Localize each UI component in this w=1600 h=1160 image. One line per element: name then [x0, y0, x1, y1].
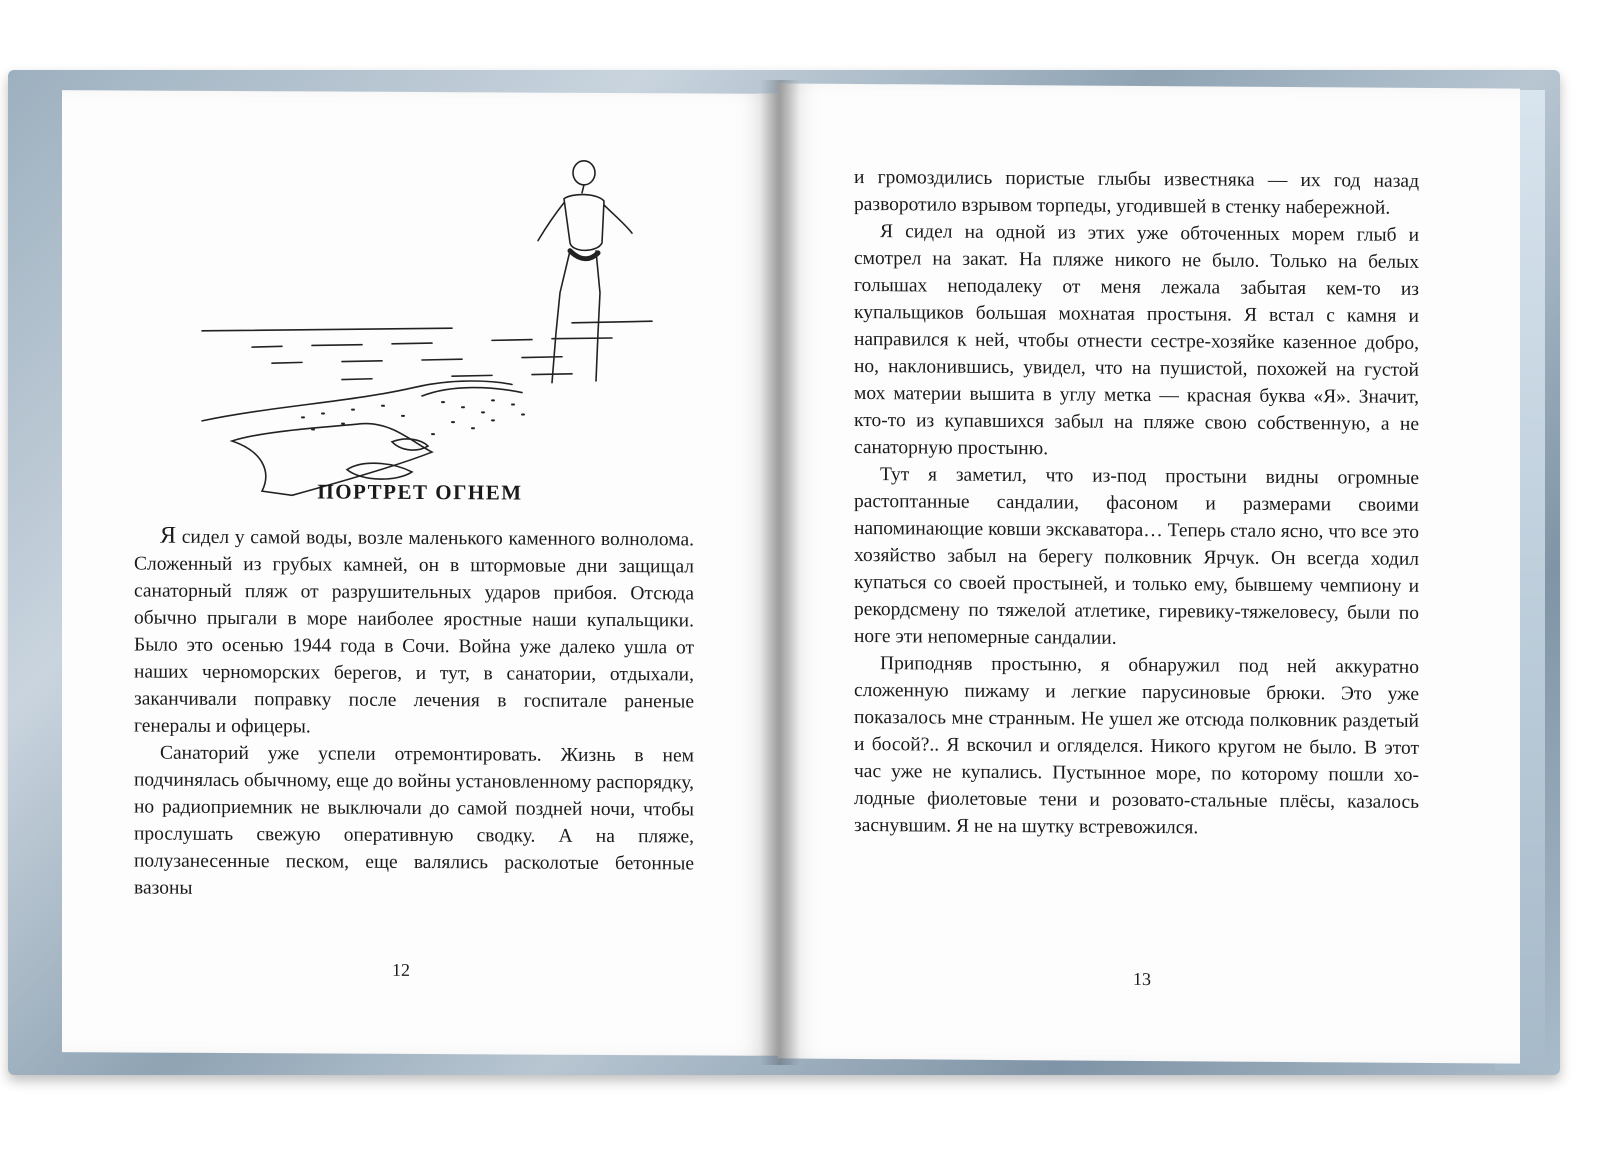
beach-illustration: [192, 151, 672, 504]
paragraph: и громоздились пористые глыбы известняка — их год назад разворотило взрывом торпеды, угодившей в стенку набережной.: [854, 166, 1419, 219]
paragraph: Я сидел на одной из этих уже обточенных морем глыб и смотрел на закат. На пляже никого не было. Только на белых голышах неподалеку от меня лежала забытая кем-то из купальщиков большая мохнатая простыня. Я встал с камня и направился к ней, чтобы отнести сестре-хозяйке казенное добро, но, наклонившись, увидел, что на пушистой, похожей на густой мох материи вышита в углу метка — красная буква «Я». Значит, кто-то из купавшихся забыл на пляже свою собственную, а не санаторную простыню.: [854, 221, 1419, 460]
right-page-text: [854, 164, 1419, 843]
paragraph: Санаторий уже успели отремонтировать. Жизнь в нем подчинялась обычному, еще до войны установленному распорядку, но радиоприемник не выключали до самой поздней ночи, чтобы прослушать свежую оперативную сводку. А на пляже, полузанесенные песком, еще валялись расколотые бетонные вазоны: [134, 742, 695, 899]
paragraph: Приподняв простыню, я обнаружил под ней аккуратно сложенную пижаму и легкие парусиновые брюки. Это уже показалось мне странным. Не ушел же отсюда полковник раздетый и босой?.. Я вскочил и огляделся. Никого кругом не было. В этот час уже не купались. Пустынное море, по которому пошли холодные фиолетовые тени и розовато-стальные плёсы, казалось заснувшим. Я не на шутку встревожился.: [854, 653, 1419, 839]
paragraph: Я сидел у самой воды, возле маленького каменного волнолома. Сложенный из грубых камней, он в штормовые дни защищал санаторный пляж от разрушительных ударов прибоя. Отсюда обычно прыгали в море наиболее яростные наши купальщики. Было это осенью 1944 года в Сочи. Война уже далеко ушла от наших черноморских берегов, и тут, в санатории, отдыхали, заканчивали поправку после лечения в госпитале раненые генералы и офицеры.: [134, 522, 694, 738]
chapter-title: ПОРТРЕТ ОГНЕМ: [317, 479, 523, 505]
left-page: [62, 90, 778, 1056]
paragraph: Тут я заметил, что из-под простыни видны огромные растоптанные сандалии, фасоном и размерами своими напоминающие ковши экскаватора… Теперь стало ясно, что все это хозяйство забыл на берегу полковник Ярчук. Он всегда ходил купаться со своей простыней, и только ему, бывшему чемпиону и рекордсмену по тяжелой атлетике, гиревику-тяжеловесу, были по ноге эти непомерные сандалии.: [854, 464, 1419, 649]
initial-letter: Я: [160, 522, 177, 549]
left-page-text: [134, 523, 694, 905]
right-page: [778, 83, 1520, 1063]
book-spine: [760, 80, 800, 1065]
page-number: 13: [1133, 968, 1151, 990]
page-number: 12: [392, 959, 410, 980]
